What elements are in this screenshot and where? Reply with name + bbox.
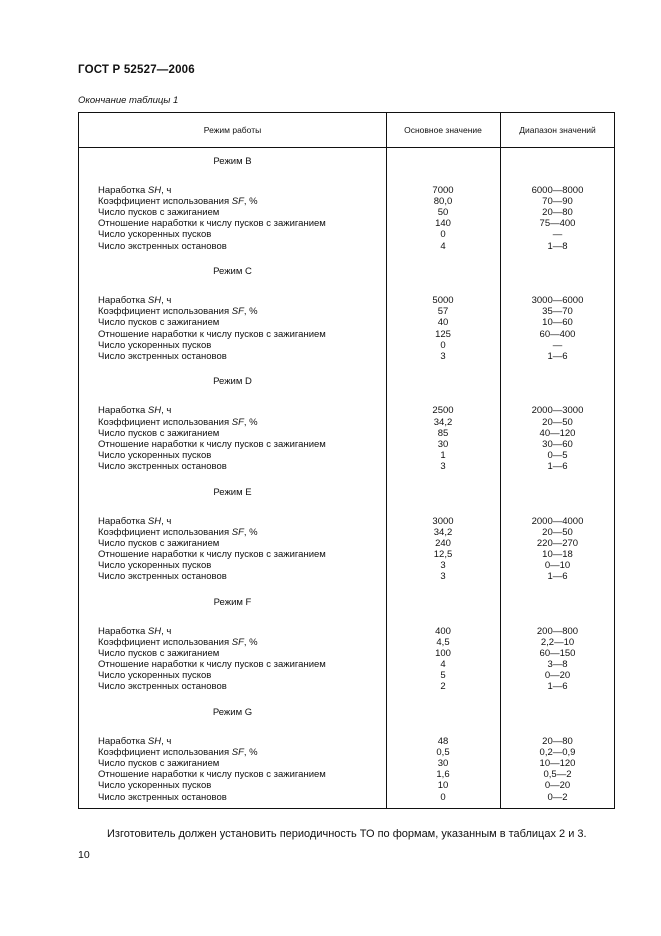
parameter-name xyxy=(98,317,219,328)
parameter-name xyxy=(98,207,219,218)
parameter-unit: , ч xyxy=(161,515,172,527)
parameter-unit: , ч xyxy=(161,736,172,747)
range-value: 20—50 xyxy=(542,416,573,428)
main-value: 0 xyxy=(440,229,446,241)
parameter-name-text: Наработка xyxy=(98,515,148,527)
parameter-name-text: Число ускоренных пусков xyxy=(98,449,212,461)
main-value: 0,5 xyxy=(436,747,450,759)
main-value: 2500 xyxy=(432,405,454,417)
table-row xyxy=(79,736,615,747)
table-row xyxy=(79,758,615,769)
table-row xyxy=(79,792,615,803)
parameter-name-text: Число ускоренных пусков xyxy=(98,229,212,241)
range-value: 0,2—0,9 xyxy=(539,747,576,759)
range-value: 35—70 xyxy=(542,306,573,318)
main-value: 5000 xyxy=(432,295,454,307)
parameter-name-text: Число ускоренных пусков xyxy=(98,780,212,792)
parameter-name xyxy=(98,218,326,229)
parameter-name-text: Отношение наработки к числу пусков с зажиганием xyxy=(98,218,326,230)
parameter-name xyxy=(98,439,326,450)
parameter-name-text: Число ускоренных пусков xyxy=(98,560,212,571)
main-value: 240 xyxy=(435,537,451,549)
parameter-name-text: Число пусков с зажиганием xyxy=(98,427,220,439)
table-row xyxy=(79,340,615,351)
parameter-name-text: Коэффициент использования xyxy=(98,416,232,428)
document-title: ГОСТ Р 52527—2006 xyxy=(78,64,195,76)
parameter-name xyxy=(98,229,211,240)
range-value: 30—60 xyxy=(542,438,573,450)
range-value: 10—60 xyxy=(542,317,573,329)
parameter-name xyxy=(98,196,258,207)
main-value: 4 xyxy=(440,659,446,671)
parameter-name xyxy=(98,758,219,769)
parameter-name xyxy=(98,659,326,670)
parameter-unit: , % xyxy=(243,526,258,538)
range-value: 1—6 xyxy=(547,571,568,583)
parameter-name-text: Наработка xyxy=(98,625,148,637)
footer-note: Изготовитель должен установить периодичность ТО по формам, указанным в таблицах 2 и 3. xyxy=(107,828,587,840)
parameter-unit: , ч xyxy=(161,625,172,637)
table-row xyxy=(79,560,615,571)
main-value: 125 xyxy=(435,328,451,340)
table-row xyxy=(79,218,615,229)
main-value: 57 xyxy=(437,306,449,318)
parameter-name-text: Коэффициент использования xyxy=(98,747,232,759)
range-value: 70—90 xyxy=(542,196,573,208)
range-value: 2000—3000 xyxy=(531,405,584,417)
parameter-name-text: Наработка xyxy=(98,736,148,747)
parameter-name xyxy=(98,571,227,582)
range-value: 60—150 xyxy=(539,648,576,659)
main-value: 140 xyxy=(435,218,451,230)
page-number: 10 xyxy=(78,849,90,861)
mode-title: Режим F xyxy=(213,596,252,608)
parameter-symbol: SH xyxy=(147,515,162,527)
parameter-name xyxy=(98,681,227,692)
parameter-symbol: SF xyxy=(231,416,244,428)
parameter-name-text: Число экстренных остановов xyxy=(98,240,227,252)
table-row xyxy=(79,439,615,450)
parameter-unit: , % xyxy=(243,416,258,428)
table-row xyxy=(79,241,615,252)
main-value: 7000 xyxy=(432,185,454,196)
table-row xyxy=(79,538,615,549)
table-caption: Окончание таблицы 1 xyxy=(78,95,179,106)
parameter-name xyxy=(98,538,219,549)
table-row xyxy=(79,769,615,780)
parameter-unit: , ч xyxy=(161,185,172,196)
main-value: 40 xyxy=(437,317,449,329)
parameter-symbol: SF xyxy=(231,526,244,538)
main-value: 4 xyxy=(440,240,446,252)
parameter-name xyxy=(98,340,211,351)
main-value: 12,5 xyxy=(433,548,453,560)
parameter-name xyxy=(98,792,227,803)
table-row xyxy=(79,461,615,472)
range-value: 3—8 xyxy=(547,659,568,671)
parameter-name xyxy=(98,329,326,340)
range-value: — xyxy=(552,229,563,241)
parameter-name xyxy=(98,306,258,317)
main-value: 100 xyxy=(435,648,451,659)
range-value: 1—6 xyxy=(547,350,568,362)
table-row xyxy=(79,637,615,648)
parameter-unit: , ч xyxy=(161,295,172,307)
parameter-name-text: Отношение наработки к числу пусков с зажиганием xyxy=(98,328,326,340)
parameter-symbol: SH xyxy=(147,405,162,417)
range-value: 2,2—10 xyxy=(540,636,575,648)
main-value: 30 xyxy=(437,438,449,450)
main-value: 3 xyxy=(440,350,446,362)
parameter-name xyxy=(98,295,171,306)
parameter-symbol: SH xyxy=(147,736,162,747)
parameter-name xyxy=(98,736,171,747)
parameter-name xyxy=(98,450,211,461)
parameter-name-text: Число экстренных остановов xyxy=(98,791,227,803)
table-row xyxy=(79,450,615,461)
main-value: 4,5 xyxy=(436,636,450,648)
parameter-name xyxy=(98,626,171,637)
header-divider xyxy=(79,147,614,148)
table-row xyxy=(79,229,615,240)
range-value: — xyxy=(552,339,563,351)
parameter-symbol: SH xyxy=(147,625,162,637)
range-value: 0—10 xyxy=(544,560,571,571)
parameter-name-text: Число ускоренных пусков xyxy=(98,339,212,351)
parameter-name-text: Число ускоренных пусков xyxy=(98,670,212,682)
main-value: 3 xyxy=(440,460,446,472)
range-value: 20—80 xyxy=(542,736,573,747)
parameter-unit: , % xyxy=(243,636,258,648)
table-row xyxy=(79,549,615,560)
parameter-name xyxy=(98,670,211,681)
parameter-name-text: Число пусков с зажиганием xyxy=(98,648,220,659)
table-row xyxy=(79,295,615,306)
main-value: 1,6 xyxy=(436,769,450,781)
parameter-symbol: SH xyxy=(147,185,162,196)
range-value: 200—800 xyxy=(536,625,579,637)
main-value: 34,2 xyxy=(433,416,453,428)
data-table xyxy=(78,112,615,809)
range-value: 2000—4000 xyxy=(531,515,584,527)
parameter-name-text: Коэффициент использования xyxy=(98,196,232,208)
parameter-name-text: Число пусков с зажиганием xyxy=(98,537,220,549)
parameter-name-text: Отношение наработки к числу пусков с зажиганием xyxy=(98,659,326,671)
parameter-unit: , % xyxy=(243,747,258,759)
range-value: 40—120 xyxy=(539,427,576,439)
table-row xyxy=(79,747,615,758)
main-value: 0 xyxy=(440,339,446,351)
parameter-name-text: Число пусков с зажиганием xyxy=(98,758,220,770)
table-row xyxy=(79,351,615,362)
table-row xyxy=(79,196,615,207)
main-value: 80,0 xyxy=(433,196,453,208)
parameter-name xyxy=(98,516,171,527)
table-row xyxy=(79,185,615,196)
range-value: 10—18 xyxy=(542,548,573,560)
parameter-symbol: SF xyxy=(231,747,244,759)
parameter-name-text: Наработка xyxy=(98,405,148,417)
column-header-range: Диапазон значений xyxy=(519,125,596,135)
parameter-unit: , ч xyxy=(161,405,172,417)
table-row xyxy=(79,417,615,428)
parameter-name-text: Число экстренных остановов xyxy=(98,460,227,472)
main-value: 34,2 xyxy=(433,526,453,538)
main-value: 5 xyxy=(440,670,446,682)
main-value: 3000 xyxy=(432,515,454,527)
main-value: 2 xyxy=(440,681,446,693)
range-value: 0—20 xyxy=(544,780,571,792)
parameter-name xyxy=(98,241,227,252)
parameter-name-text: Отношение наработки к числу пусков с зажиганием xyxy=(98,769,326,781)
parameter-name xyxy=(98,185,171,196)
table-row xyxy=(79,516,615,527)
range-value: 10—120 xyxy=(539,758,576,770)
parameter-name xyxy=(98,637,258,648)
table-row xyxy=(79,648,615,659)
range-value: 0—20 xyxy=(544,670,571,682)
range-value: 1—6 xyxy=(547,681,568,693)
mode-title: Режим С xyxy=(213,266,252,278)
parameter-name xyxy=(98,560,211,571)
parameter-symbol: SF xyxy=(231,636,244,648)
parameter-name xyxy=(98,648,219,659)
parameter-name xyxy=(98,351,227,362)
parameter-name-text: Наработка xyxy=(98,295,148,307)
range-value: 1—6 xyxy=(547,460,568,472)
main-value: 30 xyxy=(437,758,449,770)
table-row xyxy=(79,207,615,218)
table-row xyxy=(79,317,615,328)
table-row xyxy=(79,329,615,340)
range-value: 0—2 xyxy=(547,791,568,803)
table-row xyxy=(79,306,615,317)
range-value: 1—8 xyxy=(547,240,568,252)
parameter-name xyxy=(98,527,258,538)
parameter-name-text: Число экстренных остановов xyxy=(98,350,227,362)
range-value: 3000—6000 xyxy=(531,295,584,307)
range-value: 20—80 xyxy=(542,207,573,219)
parameter-name-text: Коэффициент использования xyxy=(98,526,232,538)
range-value: 75—400 xyxy=(539,218,576,230)
range-value: 60—400 xyxy=(539,328,576,340)
parameter-symbol: SH xyxy=(147,295,162,307)
parameter-name-text: Число пусков с зажиганием xyxy=(98,317,220,329)
mode-title: Режим D xyxy=(213,376,252,388)
mode-title: Режим В xyxy=(213,156,252,167)
table-row xyxy=(79,571,615,582)
parameter-unit: , % xyxy=(243,306,258,318)
parameter-name xyxy=(98,549,326,560)
parameter-name-text: Число экстренных остановов xyxy=(98,571,227,583)
parameter-unit: , % xyxy=(243,196,258,208)
table-row xyxy=(79,780,615,791)
range-value: 220—270 xyxy=(536,537,579,549)
main-value: 48 xyxy=(437,736,449,747)
main-value: 85 xyxy=(437,427,449,439)
table-row xyxy=(79,681,615,692)
parameter-name xyxy=(98,428,219,439)
main-value: 10 xyxy=(437,780,449,792)
parameter-name xyxy=(98,780,211,791)
table-row xyxy=(79,626,615,637)
parameter-name xyxy=(98,747,258,758)
parameter-name-text: Число пусков с зажиганием xyxy=(98,207,220,219)
table-row xyxy=(79,527,615,538)
main-value: 400 xyxy=(435,625,451,637)
parameter-name xyxy=(98,405,171,416)
mode-title: Режим G xyxy=(212,707,253,718)
parameter-symbol: SF xyxy=(231,196,244,208)
range-value: 6000—8000 xyxy=(531,185,584,196)
parameter-name-text: Коэффициент использования xyxy=(98,636,232,648)
range-value: 0,5—2 xyxy=(543,769,572,781)
parameter-symbol: SF xyxy=(231,306,244,318)
main-value: 1 xyxy=(440,449,446,461)
mode-title: Режим Е xyxy=(213,486,252,498)
parameter-name-text: Число экстренных остановов xyxy=(98,681,227,693)
parameter-name xyxy=(98,417,258,428)
parameter-name xyxy=(98,461,227,472)
column-header-mode: Режим работы xyxy=(203,125,262,135)
range-value: 20—50 xyxy=(542,526,573,538)
parameter-name-text: Отношение наработки к числу пусков с зажиганием xyxy=(98,548,326,560)
parameter-name-text: Отношение наработки к числу пусков с зажиганием xyxy=(98,438,326,450)
column-header-main-value: Основное значение xyxy=(404,125,482,135)
table-row xyxy=(79,405,615,416)
main-value: 50 xyxy=(437,207,449,219)
main-value: 3 xyxy=(440,560,446,571)
range-value: 0—5 xyxy=(547,449,568,461)
table-row xyxy=(79,659,615,670)
table-row xyxy=(79,428,615,439)
main-value: 0 xyxy=(440,791,446,803)
parameter-name-text: Наработка xyxy=(98,185,148,196)
main-value: 3 xyxy=(440,571,446,583)
parameter-name xyxy=(98,769,326,780)
parameter-name-text: Коэффициент использования xyxy=(98,306,232,318)
table-row xyxy=(79,670,615,681)
